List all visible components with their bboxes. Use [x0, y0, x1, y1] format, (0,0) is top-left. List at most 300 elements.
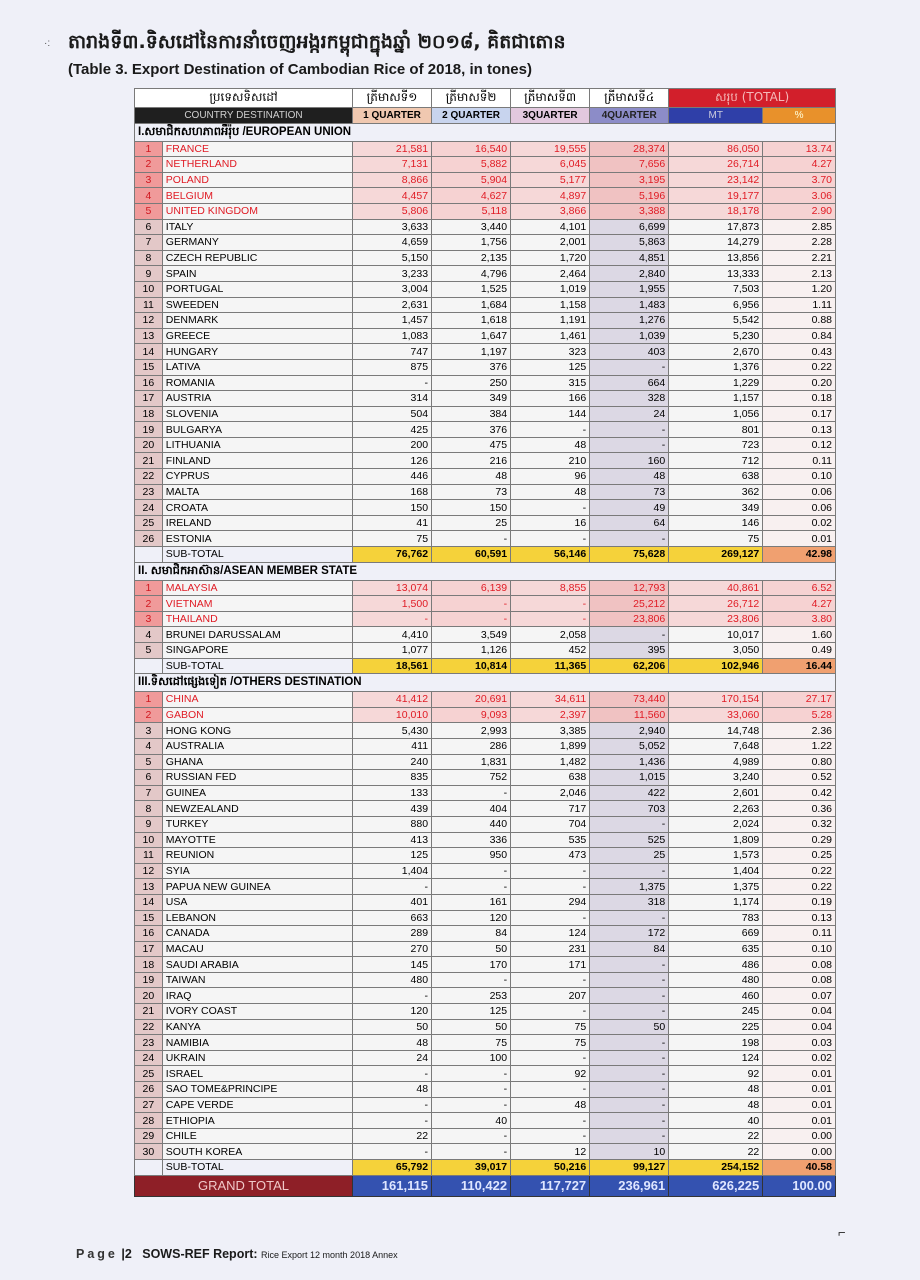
cell-q4: 5,052 [590, 738, 669, 754]
cell-q3: 323 [511, 344, 590, 360]
cell-q2: 1,684 [432, 297, 511, 313]
cell-q2: 216 [432, 453, 511, 469]
table-row [135, 359, 836, 375]
cell-mt: 1,376 [669, 359, 763, 375]
cell-q2: - [432, 1066, 511, 1082]
table-row [135, 941, 836, 957]
cell-q1: 3,233 [352, 266, 431, 282]
cell-q1: 1,500 [352, 596, 431, 612]
cell-q1: 401 [352, 894, 431, 910]
cell-q4: 10 [590, 1144, 669, 1160]
table-row [135, 453, 836, 469]
header-q1: 1 QUARTER [352, 108, 431, 124]
cell-q2: 752 [432, 770, 511, 786]
cell-q4: 328 [590, 391, 669, 407]
grand-total-mt: 626,225 [669, 1175, 763, 1196]
cell-mt: 5,230 [669, 328, 763, 344]
cell-pct: 3.80 [763, 611, 836, 627]
cell-mt: 1,809 [669, 832, 763, 848]
cell-q2: 73 [432, 484, 511, 500]
cell-pct: 0.04 [763, 1004, 836, 1020]
cell-q1: 5,150 [352, 250, 431, 266]
cell-pct: 0.01 [763, 1082, 836, 1098]
table-row [135, 1097, 836, 1113]
cell-q2: 1,126 [432, 643, 511, 659]
cell-q2: 404 [432, 801, 511, 817]
country-name: DENMARK [162, 313, 352, 329]
cell-pct: 0.08 [763, 972, 836, 988]
cell-q2: - [432, 531, 511, 547]
country-name: BULGARYA [162, 422, 352, 438]
cell-mt: 486 [669, 957, 763, 973]
cell-pct: 0.10 [763, 469, 836, 485]
page-footer [76, 1247, 398, 1261]
cell-mt: 2,670 [669, 344, 763, 360]
row-number: 30 [135, 1144, 163, 1160]
cell-q2: 250 [432, 375, 511, 391]
cell-mt: 13,856 [669, 250, 763, 266]
table-row [135, 188, 836, 204]
cell-mt: 124 [669, 1050, 763, 1066]
cell-q2: 3,440 [432, 219, 511, 235]
row-number: 26 [135, 531, 163, 547]
subtotal-q3: 11,365 [511, 658, 590, 674]
cell-q1: 48 [352, 1035, 431, 1051]
cell-mt: 1,157 [669, 391, 763, 407]
country-name: SLOVENIA [162, 406, 352, 422]
cell-q2: - [432, 1082, 511, 1098]
table-row [135, 957, 836, 973]
cell-q1: 200 [352, 437, 431, 453]
cell-q2: 6,139 [432, 580, 511, 596]
row-number: 24 [135, 1050, 163, 1066]
subtotal-label: SUB-TOTAL [162, 658, 352, 674]
cell-pct: 2.90 [763, 203, 836, 219]
row-number: 17 [135, 941, 163, 957]
cell-pct: 0.43 [763, 344, 836, 360]
cell-q2: 475 [432, 437, 511, 453]
cell-q4: 664 [590, 375, 669, 391]
cell-q4: 395 [590, 643, 669, 659]
cell-q4: 525 [590, 832, 669, 848]
subtotal-q2: 10,814 [432, 658, 511, 674]
cell-q4: 73,440 [590, 692, 669, 708]
grand-total-q3: 117,727 [511, 1175, 590, 1196]
cell-mt: 480 [669, 972, 763, 988]
cell-q3: 452 [511, 643, 590, 659]
cell-pct: 0.17 [763, 406, 836, 422]
cell-q3: 48 [511, 437, 590, 453]
cell-q4: - [590, 910, 669, 926]
document-title: តារាងទី៣.ទិសដៅនៃការនាំចេញអង្ករកម្ពុជាក្នុងឆ្នាំ ២០១៨, គិតជាតោន [68, 31, 566, 53]
cell-pct: 0.84 [763, 328, 836, 344]
cell-mt: 23,142 [669, 172, 763, 188]
cell-mt: 638 [669, 469, 763, 485]
country-name: REUNION [162, 848, 352, 864]
subtotal-q3: 56,146 [511, 547, 590, 563]
cell-mt: 2,601 [669, 785, 763, 801]
subtotal-mt: 254,152 [669, 1160, 763, 1176]
cell-q4: 318 [590, 894, 669, 910]
cell-q2: 150 [432, 500, 511, 516]
header-q2-km: ត្រីមាសទី២ [432, 89, 511, 108]
cell-pct: 27.17 [763, 692, 836, 708]
cell-q3: 4,897 [511, 188, 590, 204]
table-row [135, 157, 836, 173]
table-row [135, 375, 836, 391]
table-row [135, 500, 836, 516]
footer-page-number: 2 [124, 1247, 132, 1261]
cell-q3: 96 [511, 469, 590, 485]
row-number: 18 [135, 406, 163, 422]
cell-q4: - [590, 863, 669, 879]
cell-q1: 125 [352, 848, 431, 864]
row-number: 10 [135, 281, 163, 297]
cell-q1: 663 [352, 910, 431, 926]
cell-pct: 0.22 [763, 863, 836, 879]
cell-q3: 3,866 [511, 203, 590, 219]
country-name: SYIA [162, 863, 352, 879]
cell-mt: 635 [669, 941, 763, 957]
cell-q1: 168 [352, 484, 431, 500]
row-number: 10 [135, 832, 163, 848]
cell-q4: 3,195 [590, 172, 669, 188]
cell-q4: 1,955 [590, 281, 669, 297]
subtotal-label: SUB-TOTAL [162, 547, 352, 563]
cell-q1: 41 [352, 515, 431, 531]
footer-report-note: Rice Export 12 month 2018 Annex [261, 1250, 398, 1260]
country-name: GHANA [162, 754, 352, 770]
row-number: 5 [135, 754, 163, 770]
cell-q4: - [590, 1113, 669, 1129]
section-header-row [135, 674, 836, 692]
subtotal-blank [135, 1160, 163, 1176]
cell-q2: 9,093 [432, 707, 511, 723]
table-row [135, 754, 836, 770]
cell-q4: 1,015 [590, 770, 669, 786]
table-row [135, 469, 836, 485]
row-number: 16 [135, 926, 163, 942]
row-number: 21 [135, 1004, 163, 1020]
country-name: AUSTRALIA [162, 738, 352, 754]
row-number: 15 [135, 359, 163, 375]
cell-q2: - [432, 596, 511, 612]
cell-q2: 1,831 [432, 754, 511, 770]
cell-q2: 5,882 [432, 157, 511, 173]
cell-q3: 92 [511, 1066, 590, 1082]
country-name: KANYA [162, 1019, 352, 1035]
table-row [135, 1144, 836, 1160]
cell-q1: - [352, 1097, 431, 1113]
cell-q3: - [511, 422, 590, 438]
cell-q1: 5,806 [352, 203, 431, 219]
cell-q3: - [511, 1004, 590, 1020]
cell-pct: 0.49 [763, 643, 836, 659]
grand-total-q2: 110,422 [432, 1175, 511, 1196]
subtotal-blank [135, 547, 163, 563]
row-number: 3 [135, 172, 163, 188]
corner-mark: ⌐ [838, 1225, 846, 1240]
cell-q1: 133 [352, 785, 431, 801]
country-name: MAYOTTE [162, 832, 352, 848]
header-q3-km: ត្រីមាសទី៣ [511, 89, 590, 108]
country-name: TAIWAN [162, 972, 352, 988]
cell-q1: 835 [352, 770, 431, 786]
table-row [135, 1066, 836, 1082]
cell-q3: 1,461 [511, 328, 590, 344]
cell-mt: 6,956 [669, 297, 763, 313]
cell-q3: 75 [511, 1019, 590, 1035]
cell-mt: 26,714 [669, 157, 763, 173]
grand-total-q4: 236,961 [590, 1175, 669, 1196]
cell-pct: 0.29 [763, 832, 836, 848]
cell-q3: 34,611 [511, 692, 590, 708]
cell-pct: 0.25 [763, 848, 836, 864]
table-row [135, 484, 836, 500]
country-name: IRELAND [162, 515, 352, 531]
cell-q1: 8,866 [352, 172, 431, 188]
cell-mt: 22 [669, 1128, 763, 1144]
table-row [135, 266, 836, 282]
footer-report-title: SOWS-REF Report: [142, 1247, 258, 1261]
cell-pct: 0.80 [763, 754, 836, 770]
subtotal-q4: 62,206 [590, 658, 669, 674]
cell-pct: 0.01 [763, 531, 836, 547]
header-row-khmer [135, 89, 836, 108]
row-number: 25 [135, 515, 163, 531]
country-name: SAO TOME&PRINCIPE [162, 1082, 352, 1098]
country-name: BELGIUM [162, 188, 352, 204]
country-name: CANADA [162, 926, 352, 942]
cell-mt: 23,806 [669, 611, 763, 627]
cell-mt: 723 [669, 437, 763, 453]
cell-q1: 480 [352, 972, 431, 988]
country-name: MALTA [162, 484, 352, 500]
country-name: SWEEDEN [162, 297, 352, 313]
cell-q1: 289 [352, 926, 431, 942]
cell-pct: 0.11 [763, 926, 836, 942]
cell-q4: 50 [590, 1019, 669, 1035]
subtotal-q2: 39,017 [432, 1160, 511, 1176]
cell-mt: 17,873 [669, 219, 763, 235]
row-number: 1 [135, 692, 163, 708]
cell-q3: - [511, 531, 590, 547]
cell-q2: - [432, 972, 511, 988]
subtotal-q4: 75,628 [590, 547, 669, 563]
table-row [135, 313, 836, 329]
cell-q4: - [590, 816, 669, 832]
row-number: 26 [135, 1082, 163, 1098]
table-row [135, 738, 836, 754]
row-number: 2 [135, 157, 163, 173]
row-number: 14 [135, 894, 163, 910]
section-title: III.ទិសដៅផ្សេងទៀត /OTHERS DESTINATION [135, 674, 836, 692]
row-number: 12 [135, 313, 163, 329]
cell-pct: 0.10 [763, 941, 836, 957]
cell-pct: 2.21 [763, 250, 836, 266]
subtotal-row [135, 658, 836, 674]
cell-q3: 2,464 [511, 266, 590, 282]
table-row [135, 1004, 836, 1020]
cell-pct: 0.01 [763, 1066, 836, 1082]
table-row [135, 692, 836, 708]
cell-pct: 1.20 [763, 281, 836, 297]
country-name: LATIVA [162, 359, 352, 375]
cell-q2: 4,627 [432, 188, 511, 204]
cell-pct: 0.02 [763, 1050, 836, 1066]
cell-q2: 170 [432, 957, 511, 973]
cell-pct: 0.22 [763, 879, 836, 895]
cell-q3: 1,720 [511, 250, 590, 266]
cell-pct: 0.06 [763, 500, 836, 516]
cell-q4: 25 [590, 848, 669, 864]
cell-q1: 240 [352, 754, 431, 770]
export-destination-table [134, 88, 836, 1197]
subtotal-pct: 16.44 [763, 658, 836, 674]
header-mt: MT [669, 108, 763, 124]
cell-pct: 2.28 [763, 235, 836, 251]
cell-q4: 48 [590, 469, 669, 485]
row-number: 6 [135, 219, 163, 235]
cell-q1: 120 [352, 1004, 431, 1020]
cell-q4: - [590, 1128, 669, 1144]
cell-q4: - [590, 531, 669, 547]
cell-q1: 13,074 [352, 580, 431, 596]
cell-mt: 14,748 [669, 723, 763, 739]
cell-q4: 403 [590, 344, 669, 360]
cell-pct: 4.27 [763, 596, 836, 612]
cell-q1: 145 [352, 957, 431, 973]
cell-mt: 198 [669, 1035, 763, 1051]
cell-q4: - [590, 1050, 669, 1066]
row-number: 3 [135, 611, 163, 627]
country-name: MACAU [162, 941, 352, 957]
footer-page-separator: | [121, 1247, 125, 1261]
row-number: 19 [135, 422, 163, 438]
cell-q4: 1,483 [590, 297, 669, 313]
row-number: 23 [135, 484, 163, 500]
cell-q4: 2,940 [590, 723, 669, 739]
cell-q1: 1,077 [352, 643, 431, 659]
row-number: 15 [135, 910, 163, 926]
cell-mt: 783 [669, 910, 763, 926]
country-name: UKRAIN [162, 1050, 352, 1066]
cell-q1: 3,633 [352, 219, 431, 235]
subtotal-q1: 76,762 [352, 547, 431, 563]
cell-q2: - [432, 611, 511, 627]
cell-q2: - [432, 1144, 511, 1160]
cell-mt: 86,050 [669, 141, 763, 157]
cell-pct: 0.00 [763, 1144, 836, 1160]
header-country: COUNTRY DESTINATION [135, 108, 353, 124]
grand-total-pct: 100.00 [763, 1175, 836, 1196]
cell-q1: 4,457 [352, 188, 431, 204]
cell-pct: 0.03 [763, 1035, 836, 1051]
cell-q1: 4,659 [352, 235, 431, 251]
cell-mt: 2,263 [669, 801, 763, 817]
cell-mt: 1,174 [669, 894, 763, 910]
subtotal-q2: 60,591 [432, 547, 511, 563]
cell-q2: 1,525 [432, 281, 511, 297]
country-name: HONG KONG [162, 723, 352, 739]
cell-mt: 3,050 [669, 643, 763, 659]
table-row [135, 172, 836, 188]
row-number: 29 [135, 1128, 163, 1144]
cell-mt: 48 [669, 1097, 763, 1113]
country-name: ETHIOPIA [162, 1113, 352, 1129]
cell-q4: 2,840 [590, 266, 669, 282]
cell-q4: - [590, 1082, 669, 1098]
country-name: LITHUANIA [162, 437, 352, 453]
cell-q4: 172 [590, 926, 669, 942]
cell-q4: - [590, 627, 669, 643]
cell-q1: 10,010 [352, 707, 431, 723]
cell-q4: 1,375 [590, 879, 669, 895]
cell-q1: 411 [352, 738, 431, 754]
cell-q1: - [352, 375, 431, 391]
country-name: CROATA [162, 500, 352, 516]
cell-q1: 1,457 [352, 313, 431, 329]
cell-q4: 28,374 [590, 141, 669, 157]
table-row [135, 627, 836, 643]
country-name: NEWZEALAND [162, 801, 352, 817]
cell-mt: 75 [669, 531, 763, 547]
cell-q3: 48 [511, 1097, 590, 1113]
cell-q3: 124 [511, 926, 590, 942]
table-row [135, 344, 836, 360]
country-name: IRAQ [162, 988, 352, 1004]
cell-q3: 2,001 [511, 235, 590, 251]
cell-mt: 801 [669, 422, 763, 438]
cell-q4: 5,196 [590, 188, 669, 204]
country-name: SAUDI ARABIA [162, 957, 352, 973]
cell-q3: 2,397 [511, 707, 590, 723]
table-row [135, 910, 836, 926]
cell-q3: - [511, 596, 590, 612]
row-number: 8 [135, 250, 163, 266]
row-number: 21 [135, 453, 163, 469]
table-row [135, 879, 836, 895]
cell-q4: 6,699 [590, 219, 669, 235]
row-number: 20 [135, 437, 163, 453]
cell-pct: 0.01 [763, 1097, 836, 1113]
row-number: 28 [135, 1113, 163, 1129]
cell-q3: 6,045 [511, 157, 590, 173]
subtotal-pct: 40.58 [763, 1160, 836, 1176]
subtotal-q3: 50,216 [511, 1160, 590, 1176]
cell-q3: 171 [511, 957, 590, 973]
table-row [135, 611, 836, 627]
subtotal-row [135, 1160, 836, 1176]
cell-q2: 4,796 [432, 266, 511, 282]
cell-q1: - [352, 879, 431, 895]
grand-total-label: GRAND TOTAL [135, 1175, 353, 1196]
cell-q2: 3,549 [432, 627, 511, 643]
row-number: 4 [135, 188, 163, 204]
cell-q4: - [590, 957, 669, 973]
cell-q3: 315 [511, 375, 590, 391]
row-number: 11 [135, 297, 163, 313]
cell-q4: 23,806 [590, 611, 669, 627]
table-row [135, 1019, 836, 1035]
cell-pct: 0.04 [763, 1019, 836, 1035]
cell-q2: 120 [432, 910, 511, 926]
cell-mt: 92 [669, 1066, 763, 1082]
cell-q1: 504 [352, 406, 431, 422]
cell-pct: 0.22 [763, 359, 836, 375]
cell-q1: - [352, 611, 431, 627]
cell-pct: 0.32 [763, 816, 836, 832]
